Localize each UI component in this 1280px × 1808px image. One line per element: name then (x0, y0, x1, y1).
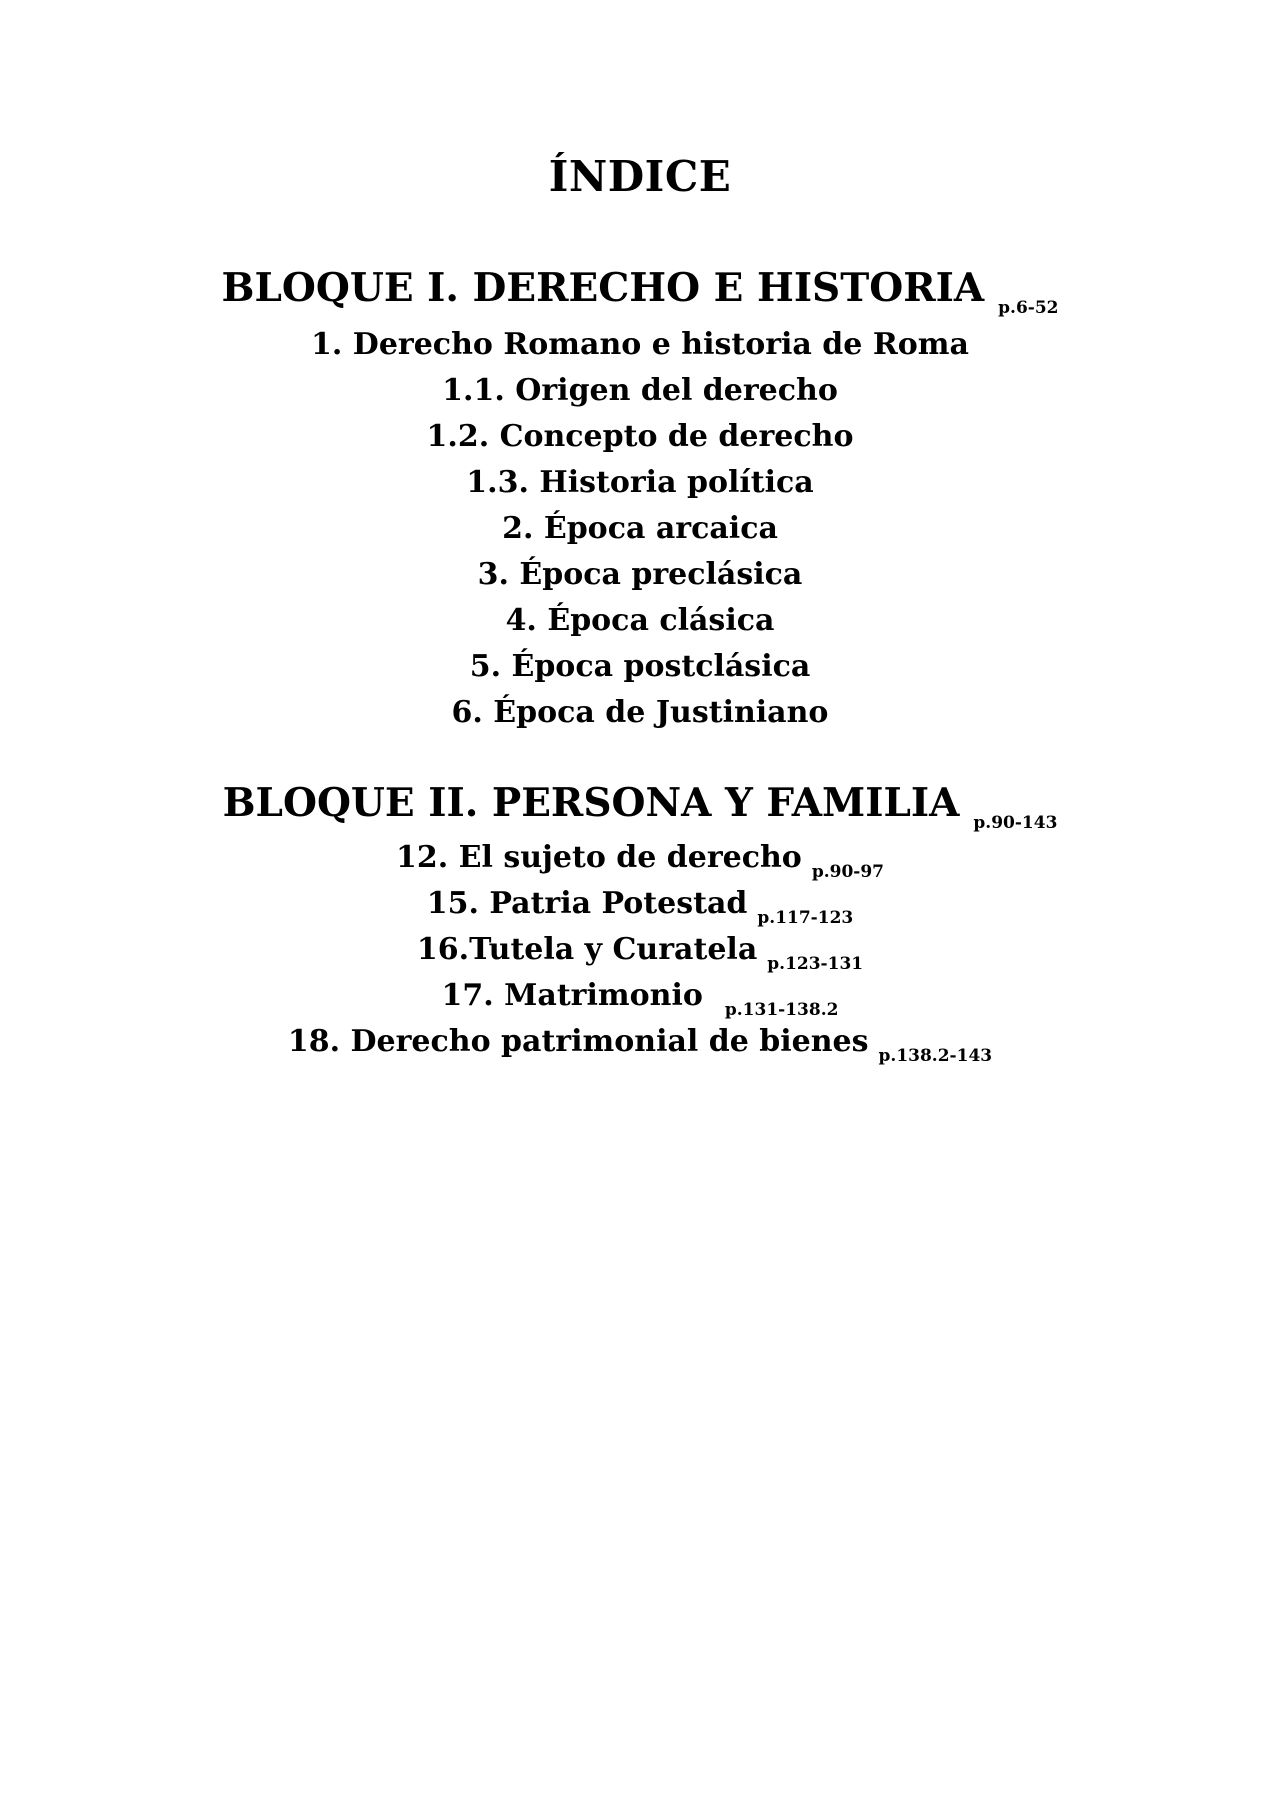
toc-entry: 4. Época clásica (505, 603, 775, 638)
block-2-heading-line (0, 780, 1280, 833)
toc-entry-pages: p.123-131 (767, 954, 864, 974)
toc-entry-line (0, 1024, 1280, 1066)
toc-entry-pages: p.117-123 (757, 908, 854, 928)
toc-entry-pages: p.138.2-143 (878, 1046, 993, 1066)
toc-entry: 2. Época arcaica (502, 511, 778, 546)
toc-entry-label: 16.Tutela y Curatela (416, 932, 758, 967)
block-1-heading-line (0, 265, 1280, 318)
toc-entry-pages: p.131-138.2 (724, 1000, 839, 1020)
index-title: ÍNDICE (548, 152, 732, 201)
toc-entry: 1.2. Concepto de derecho (426, 419, 854, 454)
toc-entry-label: 18. Derecho patrimonial de bienes (287, 1024, 869, 1059)
toc-entry-line (0, 840, 1280, 882)
toc-entry-pages: p.90-97 (811, 862, 885, 882)
block-1-pages: p.6-52 (998, 298, 1059, 318)
toc-entry: 3. Época preclásica (477, 557, 803, 592)
toc-entry: 6. Época de Justiniano (451, 695, 829, 730)
toc-entry-label: 15. Patria Potestad (426, 886, 748, 921)
toc-entry-label: 12. El sujeto de derecho (395, 840, 802, 875)
block-2-heading: BLOQUE II. PERSONA Y FAMILIA (222, 780, 960, 826)
toc-entry-label: 17. Matrimonio (441, 978, 703, 1013)
toc-entry-line (0, 886, 1280, 928)
toc-entry: 1.3. Historia política (466, 465, 814, 500)
toc-entry-line (0, 978, 1280, 1020)
toc-entry: 1.1. Origen del derecho (442, 373, 838, 408)
toc-entry: 1. Derecho Romano e historia de Roma (311, 327, 969, 362)
block-1-heading: BLOQUE I. DERECHO E HISTORIA (221, 265, 985, 311)
toc-entry: 5. Época postclásica (469, 649, 811, 684)
toc-entry-line (0, 932, 1280, 974)
block-2-pages: p.90-143 (973, 813, 1058, 833)
